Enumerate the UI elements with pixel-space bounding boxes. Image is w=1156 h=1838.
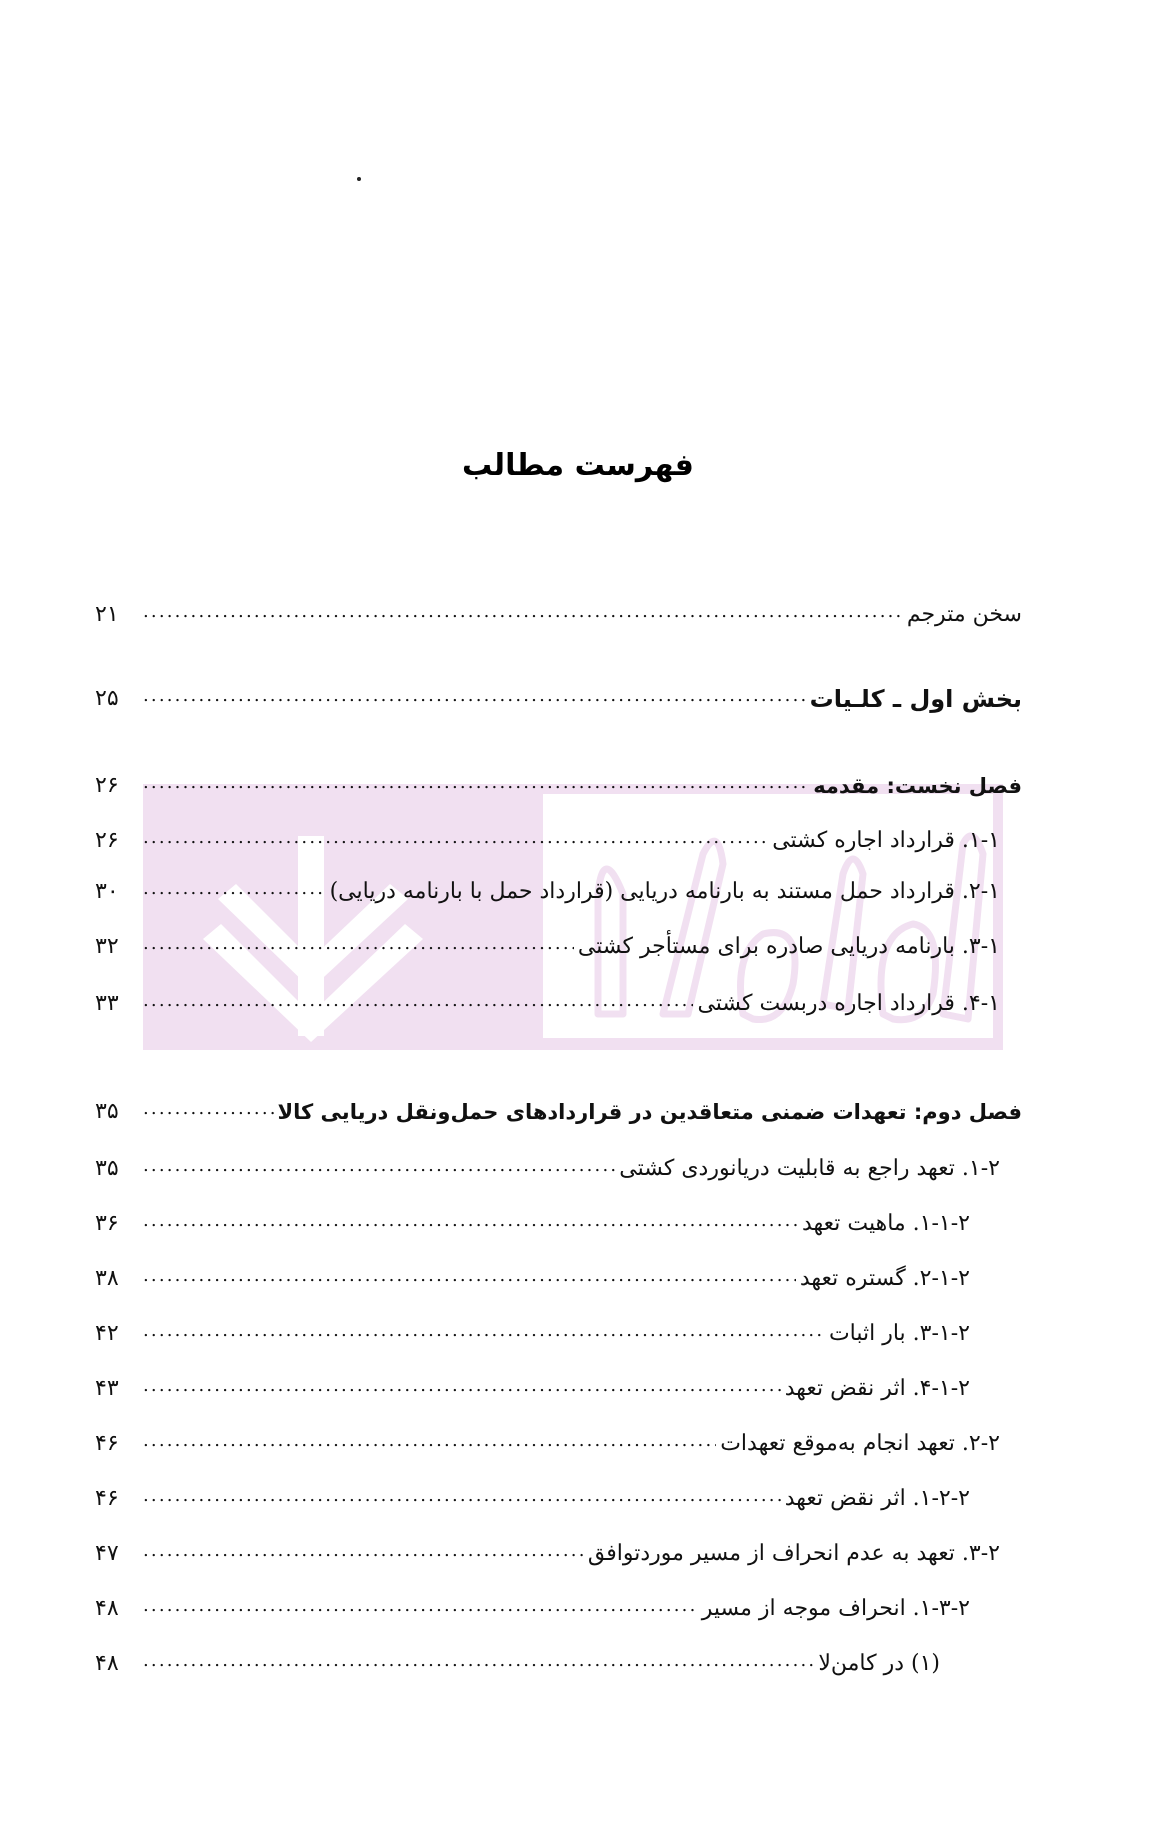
toc-entry[interactable] — [95, 767, 1022, 801]
toc-entry[interactable] — [95, 822, 1000, 856]
toc-page-number: ۴۷ — [95, 1541, 119, 1566]
dot-leader — [143, 1484, 781, 1514]
toc-entry-title: سخن مترجم — [906, 602, 1022, 627]
toc-entry[interactable] — [95, 1535, 1000, 1569]
toc-entry-title: ۲-۱. قرارداد حمل مستند به بارنامه دریایی (قرارداد حمل با بارنامه دریایی) — [329, 879, 1000, 904]
toc-entry[interactable] — [95, 1150, 1000, 1184]
toc-page-number: ۲۶ — [95, 773, 119, 798]
toc-entry-title: ۱-۱. قرارداد اجاره کشتی — [772, 828, 1000, 853]
toc-entry-title: ۳-۱. بارنامه دریایی صادره برای مستأجر کشتی — [577, 934, 1000, 959]
dot-leader — [143, 1097, 274, 1127]
toc-entry-title: ۱-۳-۲. انحراف موجه از مسیر — [701, 1596, 970, 1621]
toc-entry-title: فصل دوم: تعهدات ضمنی متعاقدین در قراردادهای حمل‌ونقل دریایی کالا — [277, 1100, 1022, 1124]
toc-entry-title: ۲-۲. تعهد انجام به‌موقع تعهدات — [720, 1431, 1000, 1456]
toc-entry[interactable] — [95, 1093, 1022, 1127]
toc-page-number: ۲۵ — [95, 686, 119, 711]
toc-entry[interactable] — [95, 1370, 970, 1404]
toc-entry-title: ۴-۱. قرارداد اجاره دربست کشتی — [697, 991, 1000, 1016]
dot-leader — [143, 1649, 814, 1679]
toc-entry[interactable] — [95, 1645, 940, 1679]
toc-entry[interactable] — [95, 680, 1022, 714]
toc-page-number: ۳۸ — [95, 1266, 119, 1291]
print-speck — [357, 177, 361, 181]
dot-leader — [143, 1539, 584, 1569]
toc-page-number: ۳۵ — [95, 1156, 119, 1181]
toc-page-number: ۳۲ — [95, 934, 119, 959]
toc-entry[interactable] — [95, 985, 1000, 1019]
toc-page-number: ۴۶ — [95, 1431, 119, 1456]
toc-entry-title: ۳-۲. تعهد به عدم انحراف از مسیر موردتوافق — [587, 1541, 1000, 1566]
toc-page-number: ۲۶ — [95, 828, 119, 853]
toc-page-number: ۳۵ — [95, 1099, 119, 1124]
toc-entry-title: ۴-۱-۲. اثر نقض تعهد — [784, 1376, 970, 1401]
dot-leader — [143, 1374, 781, 1404]
dot-leader — [143, 1154, 615, 1184]
dot-leader — [143, 1594, 698, 1624]
dot-leader — [143, 826, 768, 856]
toc-entry-title: (۱) در کامن‌لا — [818, 1651, 940, 1676]
dot-leader — [143, 600, 903, 630]
dot-leader — [143, 932, 574, 962]
toc-page-number: ۳۳ — [95, 991, 119, 1016]
toc-page-number: ۳۰ — [95, 879, 119, 904]
toc-entry-title: ۱-۲. تعهد راجع به قابلیت دریانوردی کشتی — [619, 1156, 1000, 1181]
toc-page-number: ۳۶ — [95, 1211, 119, 1236]
dot-leader — [143, 684, 806, 714]
dot-leader — [143, 989, 693, 1019]
dot-leader — [143, 771, 809, 801]
toc-entry[interactable] — [95, 1205, 970, 1239]
toc-entry[interactable] — [95, 1315, 970, 1349]
toc-entry[interactable] — [95, 1425, 1000, 1459]
toc-page-number: ۴۸ — [95, 1596, 119, 1621]
toc-entry[interactable] — [95, 1480, 970, 1514]
dot-leader — [143, 1319, 825, 1349]
toc-page-number: ۴۸ — [95, 1651, 119, 1676]
toc-page-number: ۲۱ — [95, 602, 119, 627]
dot-leader — [143, 1429, 716, 1459]
toc-entry-title: بخش اول ـ کلـیات — [809, 685, 1022, 713]
toc-page-number: ۴۲ — [95, 1321, 119, 1346]
toc-entry[interactable] — [95, 1260, 970, 1294]
dot-leader — [143, 1209, 798, 1239]
page-title: فهرست مطالب — [462, 448, 694, 483]
toc-entry[interactable] — [95, 928, 1000, 962]
toc-entry-title: ۱-۱-۲. ماهیت تعهد — [801, 1211, 970, 1236]
toc-entry[interactable] — [95, 596, 1022, 630]
toc-entry[interactable] — [95, 873, 1000, 907]
toc-entry[interactable] — [95, 1590, 970, 1624]
toc-entry-title: ۱-۲-۲. اثر نقض تعهد — [784, 1486, 970, 1511]
dot-leader — [143, 1264, 796, 1294]
toc-entry-title: ۲-۱-۲. گستره تعهد — [799, 1266, 970, 1291]
toc-page-number: ۴۶ — [95, 1486, 119, 1511]
toc-page-number: ۴۳ — [95, 1376, 119, 1401]
toc-entry-title: ۳-۱-۲. بار اثبات — [828, 1321, 970, 1346]
dot-leader — [143, 877, 326, 907]
toc-entry-title: فصل نخست: مقدمه — [813, 774, 1022, 798]
